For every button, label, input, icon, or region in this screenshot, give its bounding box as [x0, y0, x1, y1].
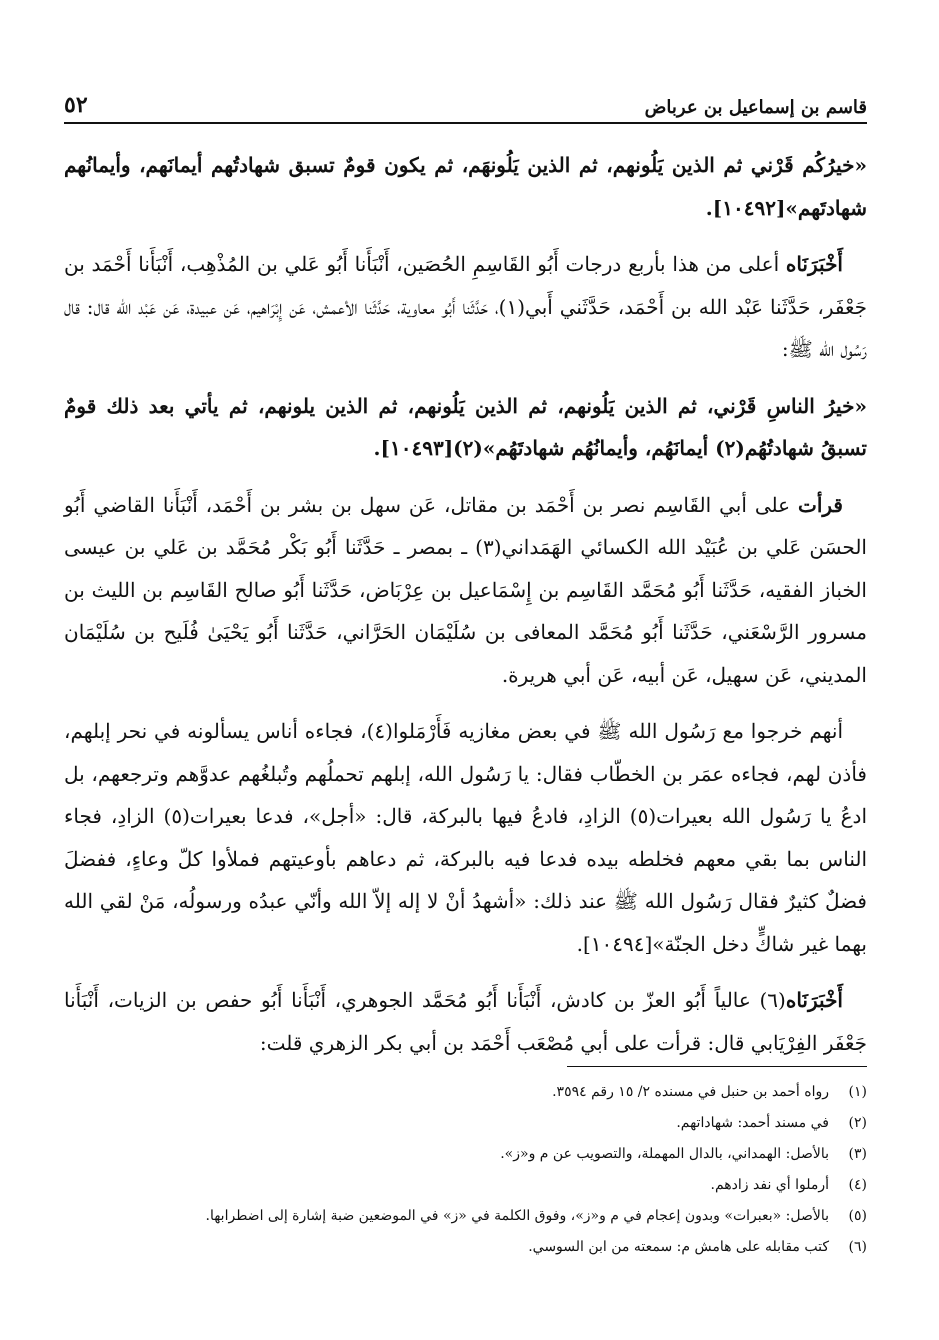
body-text [64, 144, 867, 1064]
footnote-number: (٢) [848, 1115, 867, 1131]
hadith-paragraph [64, 385, 867, 470]
footnote-item [64, 1139, 867, 1170]
footnote-item [64, 1108, 867, 1139]
hadith-paragraph [64, 144, 867, 229]
footnote-number: (٤) [848, 1177, 867, 1193]
paragraph-lead: أَخْبَرَنَاه [785, 988, 843, 1012]
footnote-item [64, 1077, 867, 1108]
narrative-paragraph [64, 710, 867, 965]
paragraph-text: «خيرُكُم قَرْني ثم الذين يَلُونهم، ثم الذين يَلُونهَم، ثم يكون قومٌ تسبق شهادتُهم أيمانَهم، وأيمانُهم شهادتَهم»[١٠٤٩٢]. [64, 153, 867, 220]
footnotes [64, 1066, 867, 1263]
running-title: قاسم بن إسماعيل بن عرباض [644, 97, 867, 118]
isnad-paragraph [64, 979, 867, 1064]
footnote-item [64, 1201, 867, 1232]
footnote-item [64, 1170, 867, 1201]
footnote-text: في مسند أحمد: شهاداتهم. [676, 1115, 829, 1131]
footnote-number: (١) [848, 1084, 867, 1100]
isnad-paragraph [64, 484, 867, 697]
footnote-number: (٥) [848, 1208, 867, 1224]
paragraph-text: على أبي القَاسِم نصر بن أَحْمَد بن مقاتل، عَن سهل بن بشر بن أَحْمَد، أَنْبَأَنا القاضي أَبُو الحسَن عَلي بن عُبَيْد الله الكسائي الهَمَداني(٣) ـ بمصر ـ حَدَّثَنا أَبُو بَكْر مُحَمَّد بن عَلي بن عيسى الخباز الفقيه، حَدَّثَنا أَبُو مُحَمَّد القَاسِم بن إِسْمَاعيل بن عِرْبَاض، حَدَّثَنا أَبُو صالح القَاسِم بن الليث بن مسرور الرَّسْعَني، حَدَّثَنا أَبُو مُحَمَّد المعافى بن سُلَيْمَان الحَرَّاني، حَدَّثَنا أَبُو يَحْيَىٰ فُلَيح بن سُلَيْمَان المديني، عَن سهيل، عَن أبيه، عَن أبي هريرة. [64, 492, 867, 687]
page-number: ٥٢ [64, 92, 88, 118]
footnote-text: كتب مقابله على هامش م: سمعته من ابن السوسي. [528, 1239, 829, 1255]
paragraph-text: أعلى من هذا بأربع درجات أَبُو القَاسِمِ الحُصَين، أَنْبَأَنا أَبُو عَلي بن المُذْهِب، أَنْبَأَنا أَحْمَد بن جَعْفَر، حَدَّثَنا عَبْد الله بن أَحْمَد، حَدَّثَني أَبي(١)، حَدَّثَنا أَبُو معاوية، حَدَّثَنا الأعمش، عَن إِبْرَاهيم، عَن عبيدة، عَن عَبْد الله قال: قال رَسُول الله ﷺ: [64, 252, 868, 361]
footnote-text: بالأصل: الهمداني، بالدال المهملة، والتصويب عن م و«ز». [500, 1146, 829, 1162]
paragraph-text: «خيرُ الناسِ قَرْني، ثم الذين يَلُونهم، ثم الذين يَلُونهم، ثم الذين يلونهم، ثم يأتي بعد ذلك قومٌ تسبقُ شهادتُهُم(٢) أيمانَهُم، وأيمانُهُم شهادتَهُم»(٢)[١٠٤٩٣]. [64, 393, 867, 460]
footnote-item [64, 1232, 867, 1263]
footnote-number: (٣) [848, 1146, 867, 1162]
footnote-text: بالأصل: «بعبرات» وبدون إعجام في م و«ز»، وفوق الكلمة في «ز» في الموضعين ضبة إشارة إلى اضطرابها. [205, 1208, 829, 1224]
paragraph-text: أنهم خرجوا مع رَسُول الله ﷺ في بعض مغازيه فَأَرْمَلوا(٤)، فجاءه أناس يسألونه في نحر إبلهم، فأذن لهم، فجاءه عمَر بن الخطّاب فقال: يا رَسُول الله، إبلهم تحملُهم وتُبلغُهم عدوَّهم وترجعهم، بل ادعُ يا رَسُول الله بعيرات(٥) الزادِ، فادعُ فيها بالبركة، قال: «أجل»، فدعا بعيرات(٥) الزادِ، فجاء الناس بما بقي معهم فخلطه بيده فدعا فيه بالبركة، ثم دعاهم بأوعيتهم فملأوا كلّ وعاءٍ، ففضلَ فضلٌ كثيرٌ فقال رَسُول الله ﷺ عند ذلك: «أشهدُ أنْ لا إله إلاّ الله وأنّي عبدُه ورسولُه، مَنْ لقي الله بهما غير شاكٍّ دخل الجنّة»[١٠٤٩٤]. [64, 719, 868, 956]
footnote-text: رواه أحمد بن حنبل في مسنده ٢/ ١٥ رقم ٣٥٩٤. [552, 1084, 829, 1100]
isnad-paragraph [64, 243, 867, 371]
page-header [64, 82, 867, 124]
paragraph-lead: قرأت [798, 492, 843, 517]
paragraph-lead: أَخْبَرَنَاه [785, 252, 843, 276]
footnote-text: أرملوا أي نفد زادهم. [710, 1177, 829, 1193]
footnote-divider [567, 1066, 867, 1067]
footnote-number: (٦) [848, 1239, 867, 1255]
paragraph-text: (٦) عالياً أَبُو العزّ بن كادش، أَنْبَأَنا أَبُو مُحَمَّد الجوهري، أَنْبَأَنا أَبُو حفص بن الزيات، أَنْبَأَنا جَعْفَر الفِرْيَابي قال: قرأت على أبي مُصْعَب أَحْمَد بن أبي بكر الزهري قلت: [64, 988, 867, 1055]
